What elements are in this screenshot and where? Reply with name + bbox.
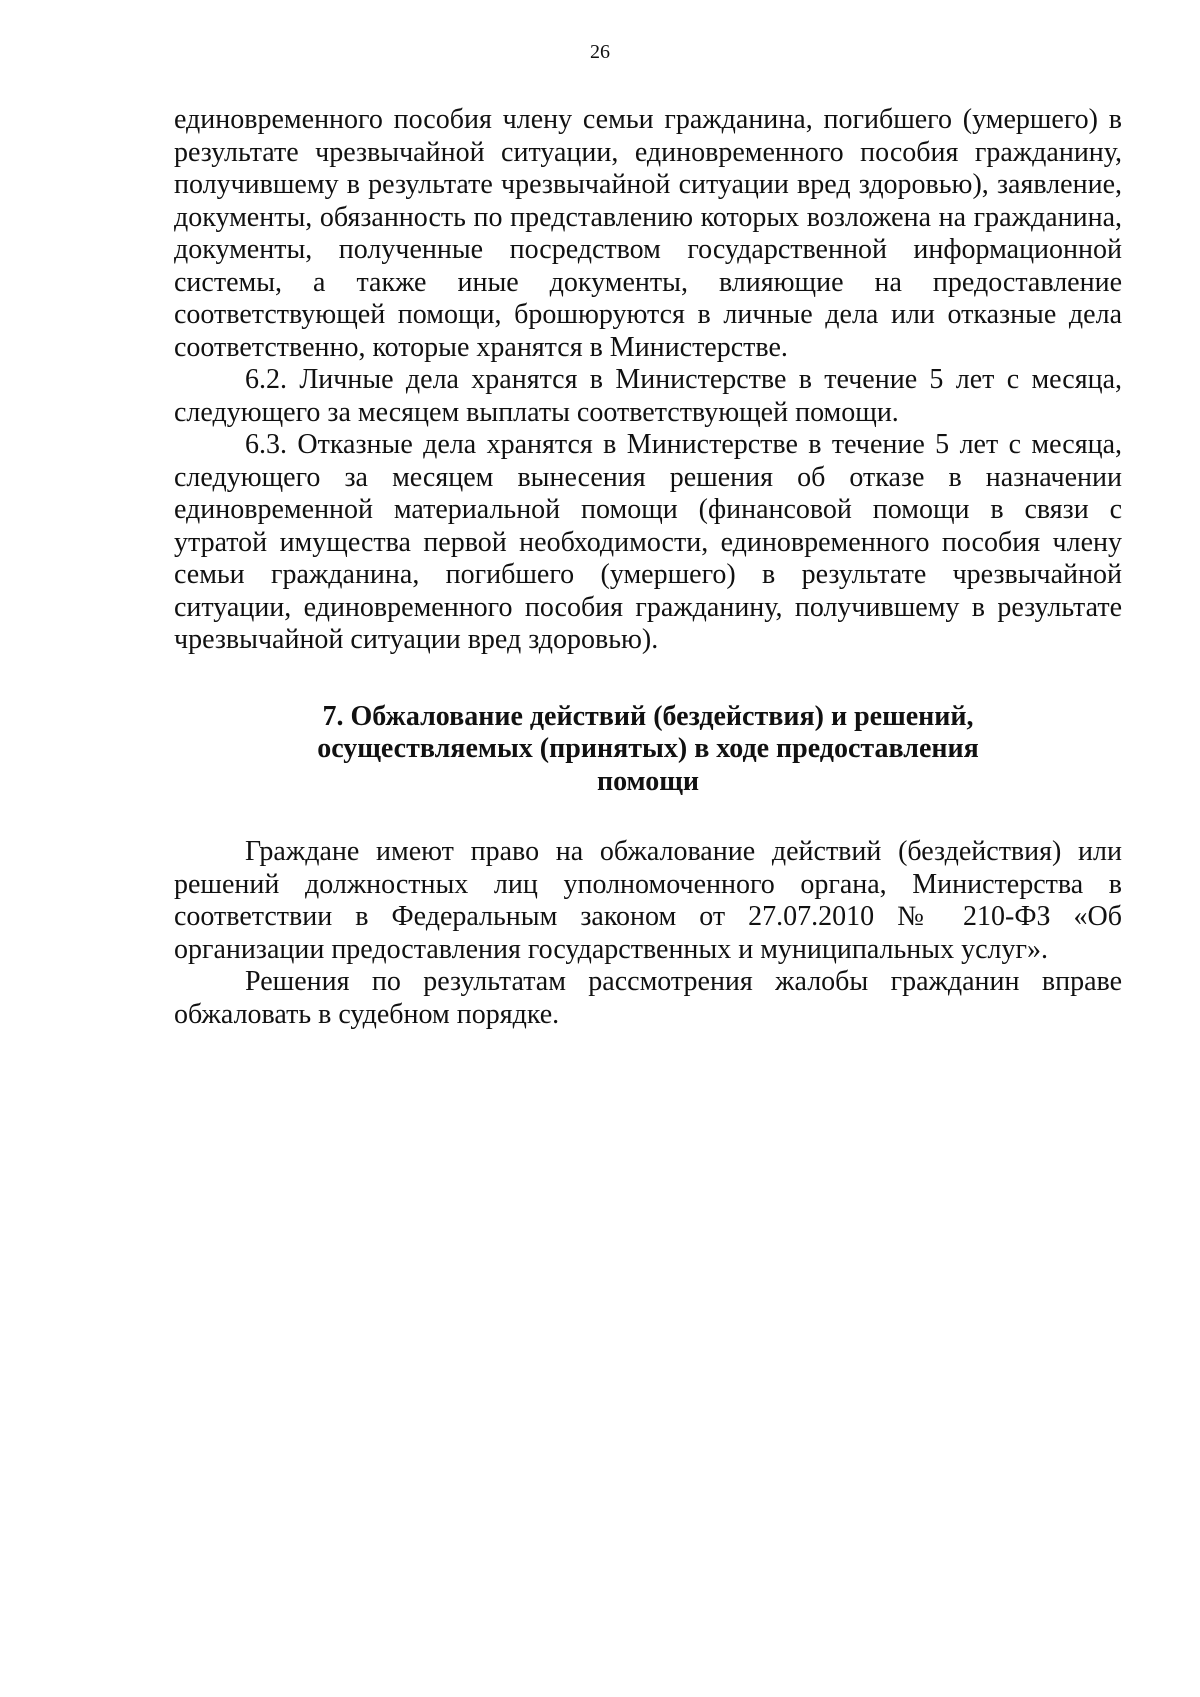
paragraph-6-3: 6.3. Отказные дела хранятся в Министерстве в течение 5 лет с месяца, следующего за месяцем вынесения решения об отказе в назначении единовременной материальной помощи (финансовой помощи в связи с утратой имущества первой необходимости, единовременного пособия члену семьи гражданина, погибшего (умершего) в результате чрезвычайной ситуации, единовременного пособия гражданину, получившему в результате чрезвычайной ситуации вред здоровью). <box>174 429 1122 655</box>
paragraph-6-2: 6.2. Личные дела хранятся в Министерстве в течение 5 лет с месяца, следующего за месяцем выплаты соответствующей помощи. <box>174 364 1122 428</box>
paragraph-appeal-right: Граждане имеют право на обжалование действий (бездействия) или решений должностных лиц уполномоченного органа, Министерства в соответствии в Федеральным законом от 27.07.2010 № 210-ФЗ «Об организации предоставления государственных и муниципальных услуг». <box>174 836 1122 965</box>
paragraph-court-appeal: Решения по результатам рассмотрения жалобы гражданин вправе обжаловать в судебном порядке. <box>174 966 1122 1030</box>
section-heading: 7. Обжалование действий (бездействия) и решений, осуществляемых (принятых) в ходе предоставления помощи <box>317 700 979 797</box>
page-number: 26 <box>590 41 610 63</box>
document-body <box>174 104 1122 1031</box>
paragraph-continuation: единовременного пособия члену семьи гражданина, погибшего (умершего) в результате чрезвычайной ситуации, единовременного пособия гражданину, получившему в результате чрезвычайной ситуации вред здоровью), заявление, документы, обязанность по представлению которых возложена на гражданина, документы, полученные посредством государственной информационной системы, а также иные документы, влияющие на предоставление соответствующей помощи, брошюруются в личные дела или отказные дела соответственно, которые хранятся в Министерстве. <box>174 104 1122 363</box>
